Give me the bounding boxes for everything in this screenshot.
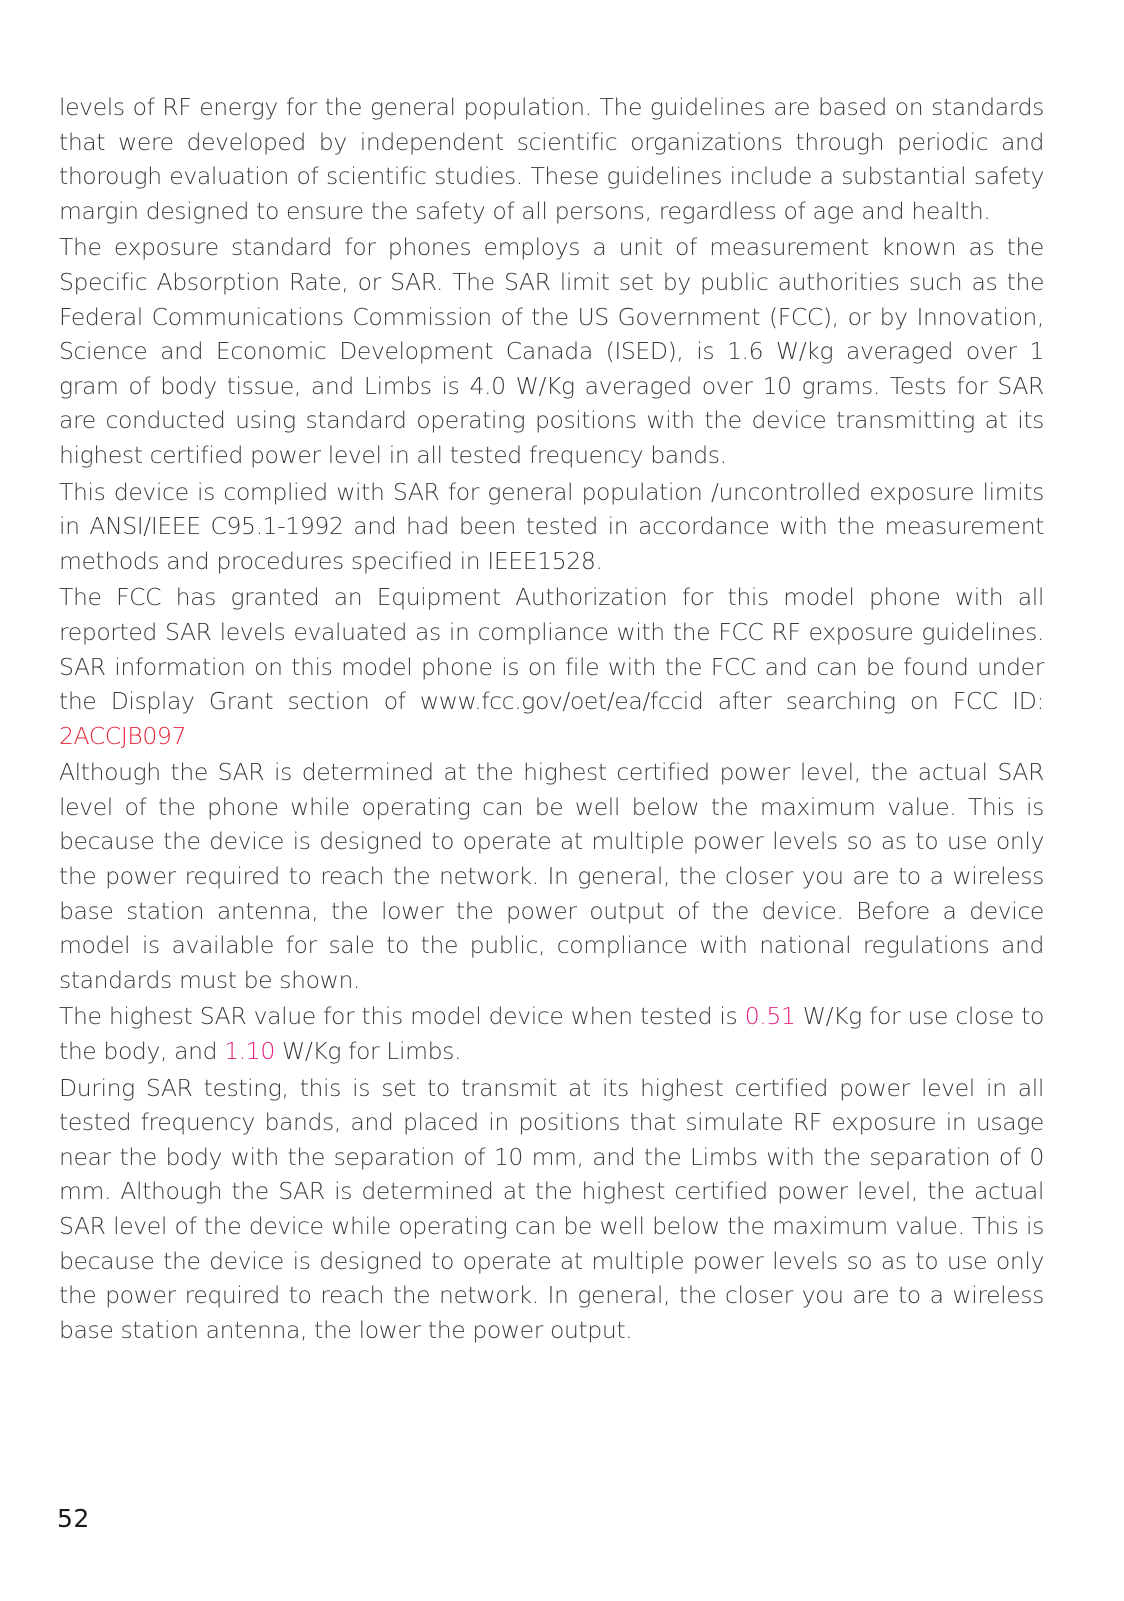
- limbs-sar-value: 1.10: [224, 1037, 275, 1066]
- fcc-id: 2ACCJB097: [59, 721, 187, 750]
- highest-sar-text-c: W/Kg for Limbs.: [274, 1037, 462, 1066]
- paragraph-exposure-standard: The exposure standard for phones employs a unit of measurement known as the Specific Absorption Rate, or SAR. The SAR limit set by public authorities such as the Federal Communications Commission of the US Government (FCC), or by Innovation, Science and Economic Development Canada (ISED), is 1.6 W/kg averaged over 1 gram of body tissue, and Limbs is 4.0 W/Kg averaged over 10 grams. Tests for SAR are conducted using standard operating positions with the device transmitting at its highest certified power level in all tested frequency bands.: [59, 233, 1044, 469]
- paragraph-sar-testing: During SAR testing, this is set to transmit at its highest certified power level in all tested frequency bands, and placed in positions that simulate RF exposure in usage near the body with the separation of 10 mm, and the Limbs with the separation of 0 mm. Although the SAR is determined at the highest certified power level, the actual SAR level of the device while operating can be well below the maximum value. This is because the device is designed to operate at multiple power levels so as to use only the power required to reach the network. In general, the closer you are to a wireless base station antenna, the lower the power output.: [59, 1073, 1044, 1344]
- page-body: [59, 90, 1044, 1349]
- page-number: 52: [57, 1504, 90, 1533]
- body-sar-value: 0.51: [744, 1002, 796, 1031]
- highest-sar-text-a: The highest SAR value for this model device when tested is: [59, 1002, 745, 1031]
- paragraph-sar-levels: Although the SAR is determined at the highest certified power level, the actual SAR level of the phone while operating can be well below the maximum value. This is because the device is designed to operate at multiple power levels so as to use only the power required to reach the network. In general, the closer you are to a wireless base station antenna, the lower the power output of the device. Before a device model is available for sale to the public, compliance with national regulations and standards must be shown.: [59, 758, 1044, 994]
- fcc-authorization-text: The FCC has granted an Equipment Authorization for this model phone with all reported SAR levels evaluated as in compliance with the FCC RF exposure guidelines. SAR information on this model phone is on file with the FCC and can be found under the Display Grant section of www.fcc.gov/oet/ea/fccid after searching on FCC ID:: [59, 583, 1044, 716]
- paragraph-rf-guidelines: levels of RF energy for the general population. The guidelines are based on standards that were developed by independent scientific organizations through periodic and thorough evaluation of scientific studies. These guidelines include a substantial safety margin designed to ensure the safety of all persons, regardless of age and health.: [59, 93, 1044, 225]
- paragraph-fcc-authorization: [59, 580, 1044, 753]
- paragraph-highest-sar: [59, 999, 1044, 1068]
- paragraph-sar-compliance: This device is complied with SAR for general population /uncontrolled exposure limits in ANSI/IEEE C95.1-1992 and had been tested in accordance with the measurement methods and procedures specified in IEEE1528.: [59, 477, 1044, 575]
- highest-sar-text-b: W/Kg for use close to the body, and: [59, 1002, 1044, 1066]
